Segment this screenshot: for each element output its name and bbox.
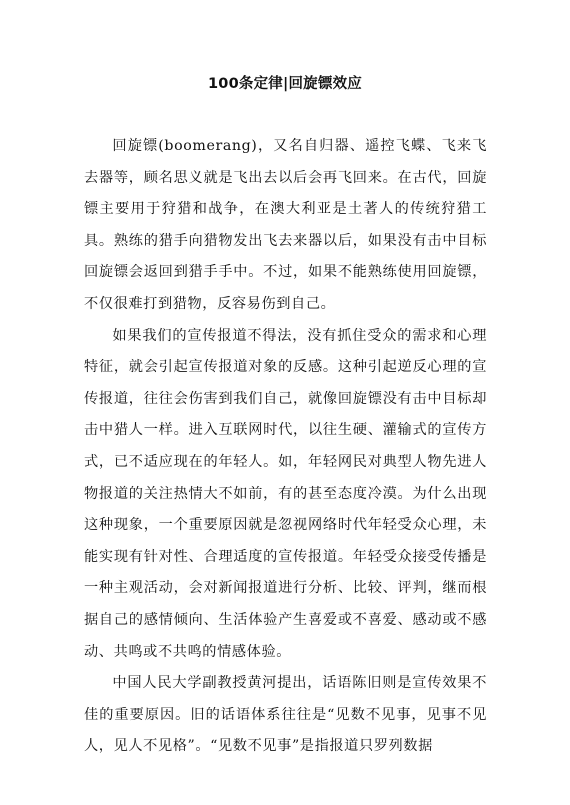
paragraph-1: 回旋镖(boomerang)，又名自归器、遥控飞蝶、飞来飞去器等，顾名思义就是飞出去以后会再飞回来。在古代，回旋镖主要用于狩猎和战争，在澳大利亚是土著人的传统狩猎工具。熟练的猎手向猎物发出飞去来器以后，如果没有击中目标回旋镖会返回到猎手手中。不过，如果不能熟练使用回旋镖，不仅很难打到猎物，反容易伤到自己。: [84, 138, 487, 312]
document-title: 100条定律|回旋镖效应: [208, 76, 362, 92]
paragraph-3: 中国人民大学副教授黄河提出，话语陈旧则是宣传效果不佳的重要原因。旧的话语体系往往是“见数不见事，见事不见人，见人不见格”。“见数不见事”是指报道只罗列数据: [84, 675, 487, 755]
paragraph-2: 如果我们的宣传报道不得法，没有抓住受众的需求和心理特征，就会引起宣传报道对象的反感。这种引起逆反心理的宣传报道，往往会伤害到我们自己，就像回旋镖没有击中目标却击中猎人一样。进入互联网时代，以往生硬、灌输式的宣传方式，已不适应现在的年轻人。如，年轻网民对典型人物先进人物报道的关注热情大不如前，有的甚至态度冷漠。为什么出现这种现象，一个重要原因就是忽视网络时代年轻受众心理，未能实现有针对性、合理适度的宣传报道。年轻受众接受传播是一种主观活动，会对新闻报道进行分析、比较、评判，继而根据自己的感情倾向、生活体验产生喜爱或不喜爱、感动或不感动、共鸣或不共鸣的情感体验。: [84, 327, 487, 660]
document-body: [84, 131, 487, 763]
